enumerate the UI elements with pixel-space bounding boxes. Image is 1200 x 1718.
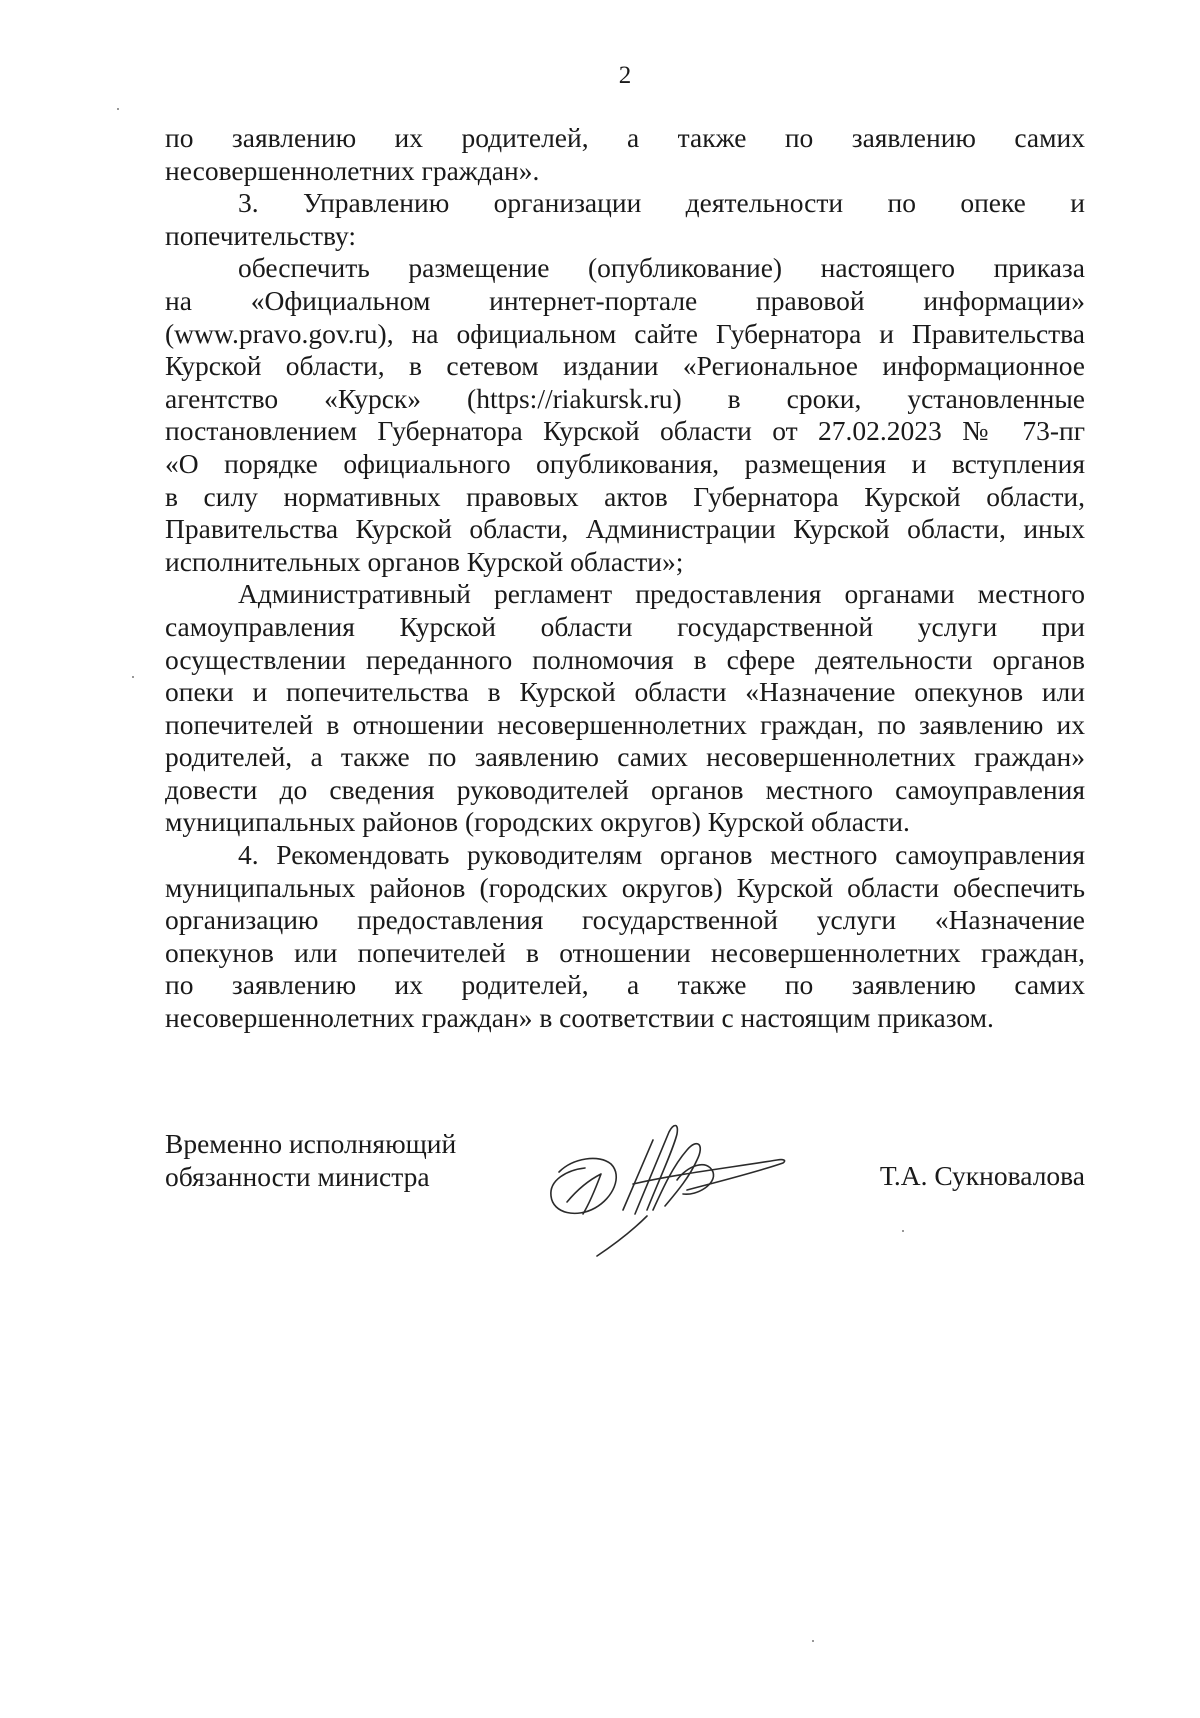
text-line: Административный регламент предоставления органами местного: [238, 578, 1085, 610]
text-line: довести до сведения руководителей органов местного самоуправления: [165, 773, 1085, 805]
text-line: несовершеннолетних граждан» в соответствии с настоящим приказом.: [165, 1002, 994, 1034]
paragraph-continuation: [165, 122, 1085, 187]
position-line: Временно исполняющий: [165, 1128, 457, 1159]
handwritten-signature-icon: [537, 1110, 797, 1260]
scan-speck: [117, 108, 119, 110]
text-line: муниципальных районов (городских округов) Курской области.: [165, 806, 910, 838]
text-line: организацию предоставления государственной услуги «Назначение: [165, 904, 1085, 936]
text-line: осуществлении переданного полномочия в сфере деятельности органов: [165, 643, 1085, 675]
text-line: на «Официальном интернет-портале правовой информации»: [165, 284, 1085, 316]
text-line: Правительства Курской области, Администрации Курской области, иных: [165, 513, 1085, 545]
signatory-position: [165, 1128, 525, 1193]
text-line: в силу нормативных правовых актов Губернатора Курской области,: [165, 480, 1085, 512]
paragraph-item-3: [165, 187, 1085, 252]
text-line: самоуправления Курской области государственной услуги при: [165, 610, 1085, 642]
text-line: по заявлению их родителей, а также по заявлению самих: [165, 969, 1085, 1001]
paragraph-item-4: [165, 839, 1085, 1035]
text-line: постановлением Губернатора Курской области от 27.02.2023 № 73-пг: [165, 415, 1085, 447]
text-line: (www.pravo.gov.ru), на официальном сайте Губернатора и Правительства: [165, 317, 1085, 349]
text-line: агентство «Курск» (https://riakursk.ru) в сроки, установленные: [165, 382, 1085, 414]
scan-speck: [902, 1230, 904, 1232]
text-line: 3. Управлению организации деятельности по опеке и: [238, 187, 1085, 219]
signatory-name: Т.А. Сукновалова: [879, 1160, 1085, 1191]
text-line: опекунов или попечителей в отношении несовершеннолетних граждан,: [165, 936, 1085, 968]
signature-block: [165, 1128, 1085, 1268]
text-line: муниципальных районов (городских округов) Курской области обеспечить: [165, 871, 1085, 903]
text-line: 4. Рекомендовать руководителям органов местного самоуправления: [238, 839, 1085, 871]
text-line: «О порядке официального опубликования, размещения и вступления: [165, 447, 1085, 479]
text-line: попечителей в отношении несовершеннолетних граждан, по заявлению их: [165, 708, 1085, 740]
position-line: обязанности министра: [165, 1160, 430, 1192]
text-line: попечительству:: [165, 219, 357, 251]
scan-speck: [812, 1640, 814, 1642]
text-line: Курской области, в сетевом издании «Региональное информационное: [165, 350, 1085, 382]
paragraph-regulation: [165, 578, 1085, 839]
scan-speck: [132, 676, 134, 678]
text-line: обеспечить размещение (опубликование) настоящего приказа: [238, 252, 1085, 284]
paragraph-publication: [165, 252, 1085, 578]
text-line: несовершеннолетних граждан».: [165, 154, 540, 186]
document-body: [165, 122, 1085, 1035]
page-number: 2: [618, 62, 632, 89]
text-line: исполнительных органов Курской области»;: [165, 545, 684, 577]
text-line: опеки и попечительства в Курской области «Назначение опекунов или: [165, 676, 1085, 708]
text-line: родителей, а также по заявлению самих несовершеннолетних граждан»: [165, 741, 1085, 773]
text-line: по заявлению их родителей, а также по заявлению самих: [165, 122, 1085, 153]
